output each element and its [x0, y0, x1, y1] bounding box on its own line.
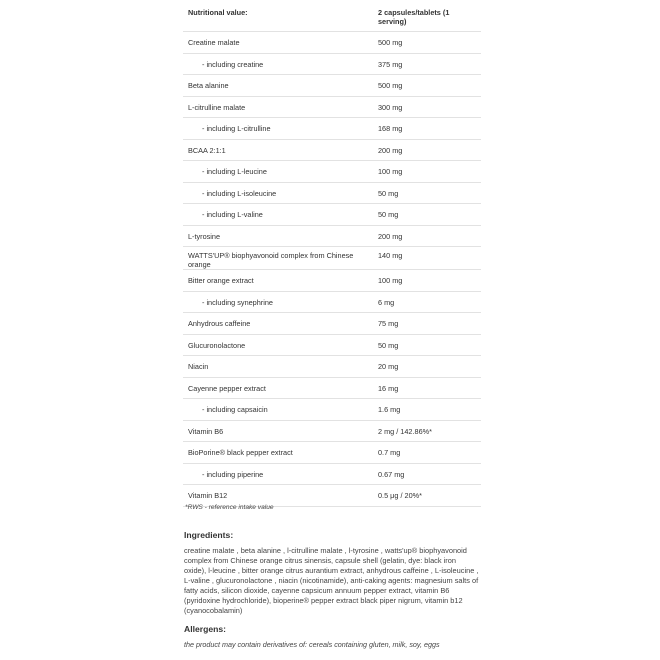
table-row — [183, 334, 481, 356]
nutrient-name: including L-citrulline — [206, 124, 271, 133]
nutrient-name: Vitamin B6 — [188, 426, 224, 436]
nutrient-name-cell — [183, 247, 372, 270]
nutrient-amount: 0.5 μg / 20%* — [372, 485, 481, 507]
table-row — [183, 356, 481, 378]
nutrient-amount: 140 mg — [372, 247, 481, 270]
table-row — [183, 204, 481, 226]
table-row — [183, 75, 481, 97]
nutrient-name: including piperine — [206, 469, 264, 479]
nutrient-name-cell — [183, 204, 372, 226]
nutrient-amount: 500 mg — [372, 32, 481, 54]
nutrient-name-cell — [183, 53, 372, 75]
nutrient-amount: 20 mg — [372, 356, 481, 378]
nutrient-amount: 6 mg — [372, 291, 481, 313]
nutrient-name: Creatine malate — [188, 38, 240, 47]
sub-item-dash: - — [202, 59, 205, 69]
nutrient-amount: 100 mg — [372, 161, 481, 183]
table-row — [183, 463, 481, 485]
sub-item-dash: - — [202, 167, 205, 176]
nutrient-name: Anhydrous caffeine — [188, 319, 251, 328]
nutrient-name-cell — [183, 313, 372, 335]
nutrient-amount: 168 mg — [372, 118, 481, 140]
nutrient-name: Vitamin B12 — [188, 491, 228, 500]
table-row — [183, 225, 481, 247]
nutrient-amount: 500 mg — [372, 75, 481, 97]
table-row — [183, 485, 481, 507]
sub-item-dash: - — [202, 124, 205, 133]
nutrient-name: L-citrulline malate — [188, 102, 246, 112]
sub-item-dash: - — [202, 297, 205, 307]
nutrient-name: including capsaicin — [206, 405, 268, 414]
nutrient-name: BioPorine® black pepper extract — [188, 448, 293, 457]
nutrient-name-cell — [183, 32, 372, 54]
nutrient-name-cell — [183, 118, 372, 140]
table-row — [183, 291, 481, 313]
nutrient-name-cell — [183, 399, 372, 421]
table-row — [183, 182, 481, 204]
nutrient-amount: 50 mg — [372, 334, 481, 356]
nutrient-name-cell — [183, 75, 372, 97]
sub-item-dash: - — [202, 188, 205, 198]
nutrient-name-cell — [183, 356, 372, 378]
nutrient-amount: 200 mg — [372, 225, 481, 247]
nutrient-name-cell — [183, 463, 372, 485]
nutrient-amount: 100 mg — [372, 270, 481, 292]
nutrient-name-cell — [183, 182, 372, 204]
nutrient-name: including L-leucine — [206, 167, 267, 176]
nutrient-name-cell — [183, 442, 372, 464]
nutrient-name-cell — [183, 334, 372, 356]
nutrient-name-cell — [183, 225, 372, 247]
nutrient-amount: 300 mg — [372, 96, 481, 118]
nutrient-name: Niacin — [188, 362, 209, 371]
nutrient-name: Beta alanine — [188, 81, 229, 90]
allergens-text: the product may contain derivatives of: cereals containing gluten, milk, soy, eggs — [184, 640, 440, 649]
nutrient-name: including creatine — [206, 59, 264, 69]
table-row — [183, 270, 481, 292]
nutrient-amount: 0.7 mg — [372, 442, 481, 464]
nutrient-name-cell — [183, 270, 372, 292]
table-row — [183, 139, 481, 161]
nutrient-amount: 50 mg — [372, 182, 481, 204]
nutrient-name: including L-isoleucine — [206, 188, 277, 198]
nutrient-name-cell — [183, 485, 372, 507]
table-row — [183, 247, 481, 270]
nutrient-name-cell — [183, 139, 372, 161]
nutritional-value-header: Nutritional value: — [183, 0, 372, 32]
ingredients-heading: Ingredients: — [184, 530, 234, 540]
sub-item-dash: - — [202, 469, 205, 479]
table-row — [183, 32, 481, 54]
table-row — [183, 161, 481, 183]
nutrient-name-cell — [183, 291, 372, 313]
table-row — [183, 313, 481, 335]
nutrient-name-cell — [183, 420, 372, 442]
nutrient-amount: 1.6 mg — [372, 399, 481, 421]
table-row — [183, 377, 481, 399]
sub-item-dash: - — [202, 405, 205, 414]
serving-size-header: 2 capsules/tablets (1 serving) — [372, 0, 481, 32]
table-row — [183, 442, 481, 464]
nutrient-name-cell — [183, 377, 372, 399]
table-row — [183, 420, 481, 442]
nutrient-name: including synephrine — [206, 297, 273, 307]
nutrient-amount: 75 mg — [372, 313, 481, 335]
nutrient-name: WATTS'UP® biophyavonoid complex from Chinese orange — [188, 251, 354, 269]
nutrient-amount: 16 mg — [372, 377, 481, 399]
ingredients-text: creatine malate , beta alanine , l-citrulline malate , l-tyrosine , watts'up® biophyavonoid complex from Chinese orange citrus sinensis, capsule shell (gelatin, dye: black iron oxide), l-leucine , bitter orange citrus aurantium extract, anhydrous caffeine , L-isoleucine , L-valine , glucuronolactone , niacin (nicotinamide), anti-caking agents: magnesium salts of fatty acids, silicon dioxide, cayenne capsicum annuum pepper extract, vitamin B6 (pyridoxine hydrochloride), bioperine® pepper extract black piper nigrum, vitamin b12 (cyanocobalamin) — [184, 546, 479, 615]
nutrient-name: Bitter orange extract — [188, 276, 254, 285]
table-row — [183, 399, 481, 421]
nutrient-name: L-tyrosine — [188, 231, 221, 241]
nutrient-name-cell — [183, 161, 372, 183]
nutrient-name-cell — [183, 96, 372, 118]
sub-item-dash: - — [202, 210, 205, 219]
table-row — [183, 118, 481, 140]
nutrient-amount: 0.67 mg — [372, 463, 481, 485]
reference-intake-footnote: *RWS - reference intake value — [185, 504, 274, 511]
table-header-row — [183, 0, 481, 32]
nutrient-amount: 375 mg — [372, 53, 481, 75]
nutrient-name: Glucuronolactone — [188, 340, 246, 350]
table-row — [183, 96, 481, 118]
nutrient-amount: 200 mg — [372, 139, 481, 161]
nutrient-name: BCAA 2:1:1 — [188, 145, 226, 155]
nutrient-amount: 50 mg — [372, 204, 481, 226]
table-row — [183, 53, 481, 75]
allergens-heading: Allergens: — [184, 624, 227, 634]
nutrient-name: including L-valine — [206, 210, 263, 219]
nutrient-name: Cayenne pepper extract — [188, 383, 266, 393]
nutrition-table — [183, 0, 481, 507]
nutrient-amount: 2 mg / 142.86%* — [372, 420, 481, 442]
